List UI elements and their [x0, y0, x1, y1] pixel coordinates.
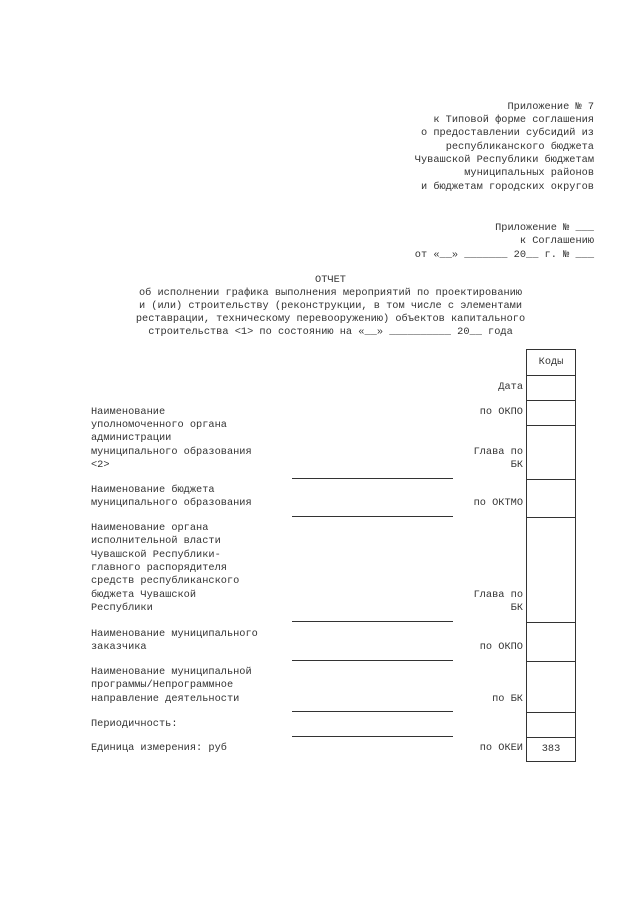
- report-title-line: и (или) строительству (реконструкции, в том числе с элементами: [138, 300, 523, 312]
- date-label: Дата: [498, 381, 523, 393]
- field-fill-line: [292, 621, 453, 622]
- code-cell-okpo-2: [527, 622, 575, 661]
- agreement-line: от «__» _______ 20__ г. № ___: [414, 249, 594, 261]
- field-label-line: заказчика: [91, 641, 147, 653]
- field-fill-line: [292, 736, 453, 737]
- appendix-line: о предоставлении субсидий из: [420, 127, 594, 139]
- code-label-okei: по ОКЕИ: [479, 742, 523, 754]
- field-label-line: Наименование муниципальной: [91, 666, 252, 678]
- code-cell-bk: [527, 661, 575, 712]
- field-label-line: Наименование бюджета: [91, 484, 215, 496]
- field-label-line: Республики: [91, 602, 153, 614]
- field-fill-line: [292, 660, 453, 661]
- field-label-line: Чувашской Республики-: [91, 549, 221, 561]
- code-label-oktmo: по ОКТМО: [473, 497, 523, 509]
- field-fill-line: [292, 711, 453, 712]
- appendix-line: муниципальных районов: [464, 167, 594, 179]
- agreement-line: к Соглашению: [519, 235, 594, 247]
- codes-header: Коды: [538, 356, 564, 368]
- code-cell-glava-bk: [527, 425, 575, 479]
- field-label-line: средств республиканского: [91, 575, 240, 587]
- field-label-line: бюджета Чувашской: [91, 589, 197, 601]
- field-label-line: муниципального образования: [91, 446, 252, 458]
- periodicity-label: Периодичность:: [91, 718, 178, 730]
- code-label-okpo: по ОКПО: [479, 406, 523, 418]
- field-label-line: направление деятельности: [91, 693, 240, 705]
- code-cell-okei: 383: [527, 737, 575, 763]
- code-cell-glava-bk-2: [527, 517, 575, 622]
- code-cell-date: [527, 375, 575, 400]
- report-title-line: реставрации, техническому перевооружению) объектов капитального: [135, 313, 526, 325]
- appendix-line: Приложение № 7: [507, 101, 594, 113]
- code-label-glava: Глава по: [473, 589, 523, 601]
- appendix-line: республиканского бюджета: [445, 141, 594, 153]
- field-label-line: муниципального образования: [91, 497, 252, 509]
- code-label-bk: по БК: [492, 693, 523, 705]
- report-title-line: об исполнении графика выполнения мероприятий по проектированию: [138, 287, 523, 299]
- field-fill-line: [292, 516, 453, 517]
- field-label-line: Наименование муниципального: [91, 628, 258, 640]
- field-label-line: главного распорядителя: [91, 562, 227, 574]
- code-label-bk: БК: [510, 459, 523, 471]
- report-title-heading: ОТЧЕТ: [315, 274, 346, 286]
- field-label-line: исполнительной власти: [91, 535, 221, 547]
- field-label-line: <2>: [91, 459, 110, 471]
- field-label-line: администрации: [91, 432, 172, 444]
- code-cell-okpo: [527, 400, 575, 425]
- appendix-line: Чувашской Республики бюджетам: [414, 154, 594, 166]
- code-cell-periodicity: [527, 712, 575, 737]
- report-title-line: строительства <1> по состоянию на «__» __________ 20__ года: [148, 326, 513, 338]
- code-cell-oktmo: [527, 479, 575, 517]
- field-fill-line: [292, 478, 453, 479]
- field-label-line: Наименование органа: [91, 522, 209, 534]
- code-label-bk: БК: [510, 602, 523, 614]
- codes-table: [526, 349, 576, 762]
- code-label-okpo: по ОКПО: [479, 641, 523, 653]
- unit-label: Единица измерения: руб: [91, 742, 227, 754]
- field-label-line: Наименование: [91, 406, 166, 418]
- field-label-line: уполномоченного органа: [91, 419, 227, 431]
- code-label-glava: Глава по: [473, 446, 523, 458]
- agreement-line: Приложение № ___: [495, 222, 594, 234]
- field-label-line: программы/Непрограммное: [91, 679, 234, 691]
- appendix-line: и бюджетам городских округов: [420, 181, 594, 193]
- appendix-line: к Типовой форме соглашения: [433, 114, 594, 126]
